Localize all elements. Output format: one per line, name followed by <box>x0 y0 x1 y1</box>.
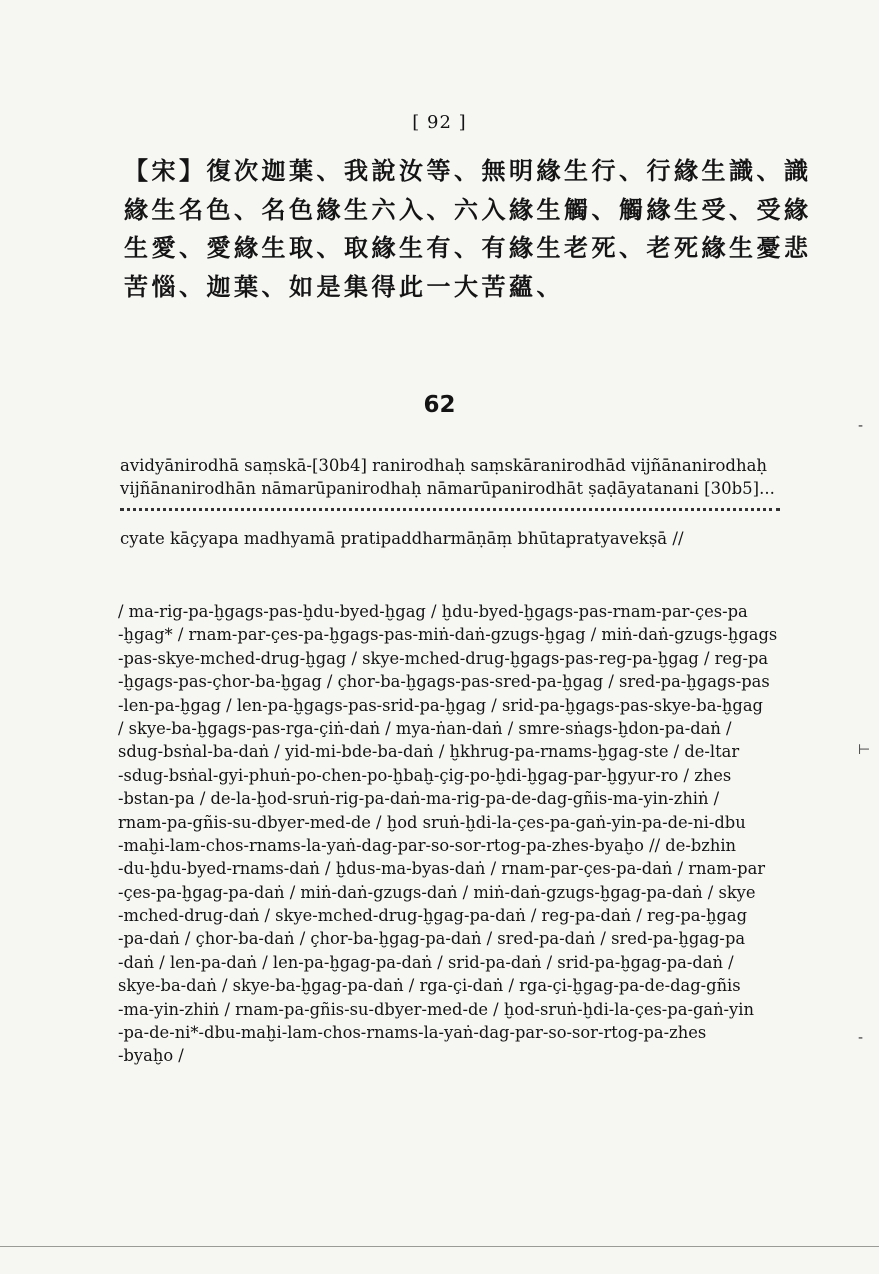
margin-mark: - <box>858 1030 864 1046</box>
chinese-text-block <box>124 152 812 306</box>
tibetan-line: -bstan-pa / de-la-ḫod-sruṅ-rig-pa-daṅ-ma-rig-pa-de-dag-gñis-ma-yin-zhiṅ / <box>118 789 720 809</box>
chinese-line: 【宋】復次迦葉、我說汝等、無明緣生行、行緣生識、識 <box>124 156 812 185</box>
tibetan-line: -çes-pa-ḫgag-pa-daṅ / miṅ-daṅ-gzugs-daṅ / miṅ-daṅ-gzugs-ḫgag-pa-daṅ / skye <box>118 882 756 902</box>
margin-mark: - <box>858 418 864 434</box>
margin-mark: ⊢ <box>858 742 871 758</box>
chinese-line: 生愛、愛緣生取、取緣生有、有緣生老死、老死緣生憂悲 <box>124 233 812 262</box>
ellipsis-divider <box>120 508 780 511</box>
tibetan-line: -maḫi-lam-chos-rnams-la-yaṅ-dag-par-so-sor-rtog-pa-zhes-byaḫo // de-bzhin <box>118 835 737 855</box>
tibetan-line: -pa-de-ni*-dbu-maḫi-lam-chos-rnams-la-yaṅ-dag-par-so-sor-rtog-pa-zhes <box>118 1023 707 1043</box>
tibetan-line: -mched-drug-daṅ / skye-mched-drug-ḫgag-pa-daṅ / reg-pa-daṅ / reg-pa-ḫgag <box>118 906 747 926</box>
tibetan-line: sdug-bsṅal-ba-daṅ / yid-mi-bde-ba-daṅ / ḫkhrug-pa-rnams-ḫgag-ste / de-ltar <box>118 742 740 762</box>
tibetan-line: -ma-yin-zhiṅ / rnam-pa-gñis-su-dbyer-med-de / ḫod-sruṅ-ḫdi-la-çes-pa-gaṅ-yin <box>118 999 754 1019</box>
sanskrit-text-block <box>120 454 800 500</box>
tibetan-line: -len-pa-ḫgag / len-pa-ḫgags-pas-srid-pa-ḫgag / srid-pa-ḫgags-pas-skye-ba-ḫgag <box>118 695 763 715</box>
chinese-line: 緣生名色、名色緣生六入、六入緣生觸、觸緣生受、受緣 <box>124 194 812 224</box>
page-number: [ 92 ] <box>412 112 467 133</box>
tibetan-line: rnam-pa-gñis-su-dbyer-med-de / ḫod sruṅ-ḫdi-la-çes-pa-gaṅ-yin-pa-de-ni-dbu <box>118 812 746 832</box>
tibetan-line: -sdug-bsṅal-gyi-phuṅ-po-chen-po-ḫbaḫ-çig-po-ḫdi-ḫgag-par-ḫgyur-ro / zhes <box>118 765 732 785</box>
tibetan-line: / ma-rig-pa-ḫgags-pas-ḫdu-byed-ḫgag / ḫdu-byed-ḫgags-pas-rnam-par-çes-pa <box>118 602 748 621</box>
tibetan-line: -ḫgags-pas-çhor-ba-ḫgag / çhor-ba-ḫgags-pas-sred-pa-ḫgag / sred-pa-ḫgags-pas <box>118 672 770 692</box>
chinese-line: 苦惱、迦葉、如是集得此一大苦蘊、 <box>124 271 564 301</box>
sanskrit-line: vijñānanirodhān nāmarūpanirodhaḥ nāmarūpanirodhāt ṣaḍāyatanani [30b5]... <box>120 479 775 498</box>
sanskrit-end-line: cyate kāçyapa madhyamā pratipaddharmāṇāṃ bhūtapratyavekṣā // <box>120 529 684 548</box>
bottom-rule <box>0 1246 879 1247</box>
section-number: 62 <box>423 392 456 418</box>
tibetan-line: -du-ḫdu-byed-rnams-daṅ / ḫdus-ma-byas-daṅ / rnam-par-çes-pa-daṅ / rnam-par <box>118 859 766 879</box>
tibetan-line: / skye-ba-ḫgags-pas-rga-çiṅ-daṅ / mya-ṅan-daṅ / smre-sṅags-ḫdon-pa-daṅ / <box>118 718 732 738</box>
tibetan-line: -byaḫo / <box>118 1046 184 1066</box>
sanskrit-line: avidyānirodhā saṃskā-[30b4] ranirodhaḥ saṃskāranirodhād vijñānanirodhaḥ <box>120 456 768 475</box>
tibetan-line: skye-ba-daṅ / skye-ba-ḫgag-pa-daṅ / rga-çi-daṅ / rga-çi-ḫgag-pa-de-dag-gñis <box>118 976 741 996</box>
tibetan-line: -pas-skye-mched-drug-ḫgag / skye-mched-drug-ḫgags-pas-reg-pa-ḫgag / reg-pa <box>118 648 769 668</box>
tibetan-line: -pa-daṅ / çhor-ba-daṅ / çhor-ba-ḫgag-pa-daṅ / sred-pa-daṅ / sred-pa-ḫgag-pa <box>118 929 746 949</box>
tibetan-line: -ḫgag* / rnam-par-çes-pa-ḫgags-pas-miṅ-daṅ-gzugs-ḫgag / miṅ-daṅ-gzugs-ḫgags <box>118 625 778 645</box>
tibetan-line: -daṅ / len-pa-daṅ / len-pa-ḫgag-pa-daṅ / srid-pa-daṅ / srid-pa-ḫgag-pa-daṅ / <box>118 952 734 972</box>
tibetan-text-block <box>118 600 808 1068</box>
